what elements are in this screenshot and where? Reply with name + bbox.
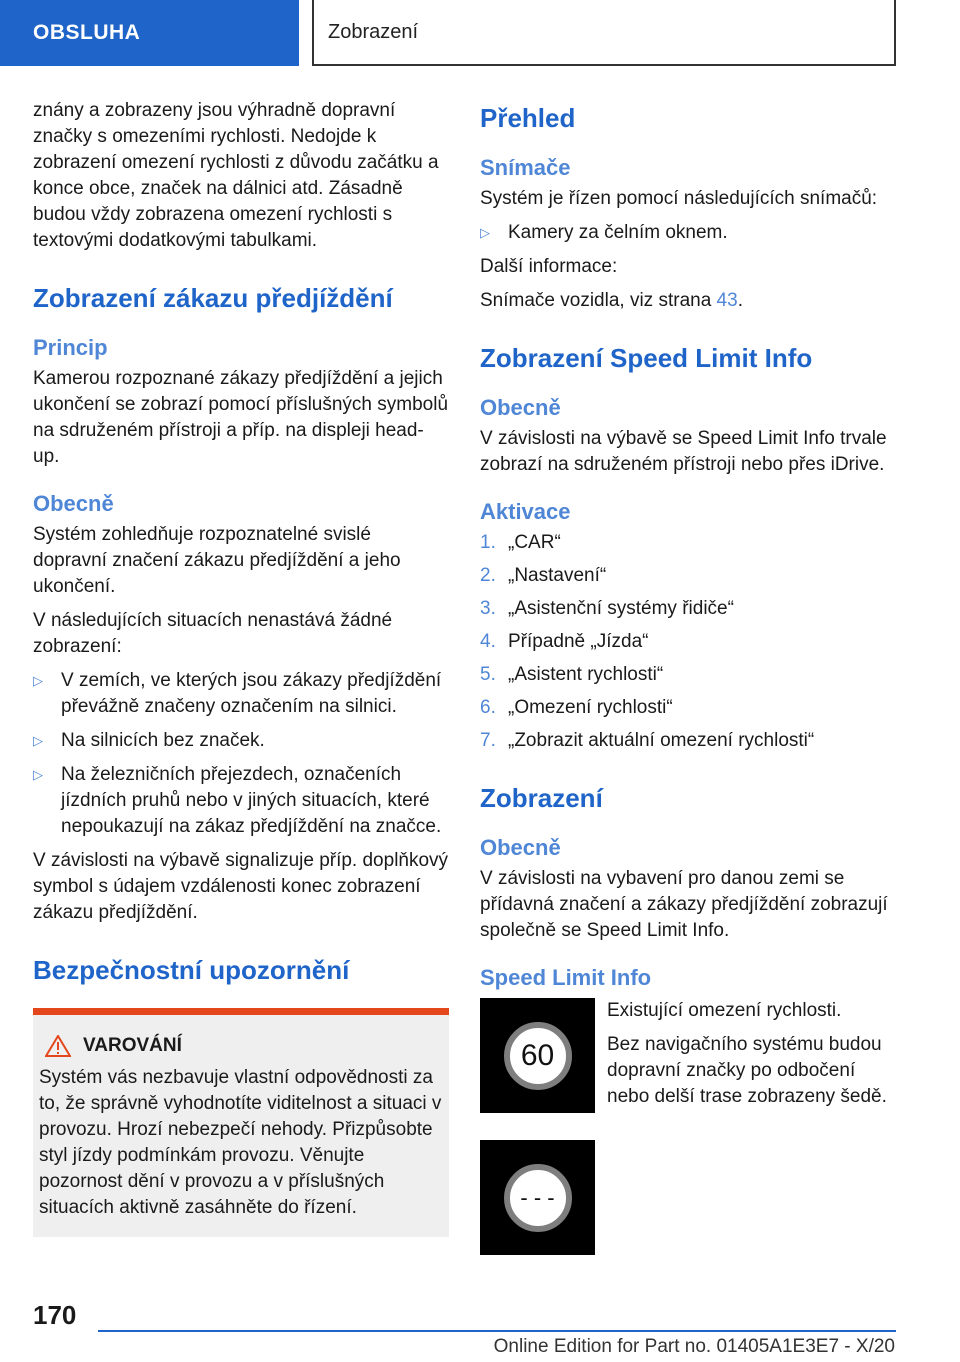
list-item — [480, 220, 896, 246]
speed-limit-value: 60 — [520, 1038, 555, 1072]
step-item — [480, 728, 896, 754]
sli-general-text: V závislosti na výbavě se Speed Limit Info trvale zobrazí na sdruženém přístroji nebo přes iDrive. — [480, 428, 887, 475]
reference-text: Snímače vozidla, viz strana — [480, 290, 717, 311]
footer-divider — [98, 1330, 896, 1332]
step-text: „Omezení rychlosti“ — [508, 697, 673, 718]
heading-speed-limit-info-sub: Speed Limit Info — [480, 965, 652, 990]
step-text: „Asistent rychlosti“ — [508, 664, 664, 685]
general-text-3: V závislosti na výbavě signalizuje příp. doplňkový symbol s údajem vzdálenosti konec zobrazení zákazu předjíždění. — [33, 850, 449, 923]
step-number: 4. — [480, 631, 496, 652]
step-text: „CAR“ — [508, 532, 561, 553]
warning-triangle-icon — [45, 1035, 71, 1057]
step-item — [480, 629, 896, 655]
right-column — [480, 98, 896, 1255]
sli-text-1: Existující omezení rychlosti. — [607, 1000, 842, 1021]
sensors-text: Systém je řízen pomocí následujících snímačů: — [480, 188, 878, 209]
bullet-triangle-icon: ▷ — [33, 733, 43, 748]
left-column — [33, 98, 449, 1237]
chapter-title: Zobrazení — [328, 20, 419, 43]
warning-title: VAROVÁNÍ — [83, 1035, 182, 1056]
heading-sensors: Snímače — [480, 155, 571, 180]
list-item — [33, 728, 449, 754]
bullet-text: Na silnicích bez značek. — [61, 730, 265, 751]
step-text: „Nastavení“ — [508, 565, 607, 586]
heading-speed-limit-info: Zobrazení Speed Limit Info — [480, 343, 813, 373]
section-label: OBSLUHA — [33, 21, 141, 44]
step-item — [480, 596, 896, 622]
step-number: 1. — [480, 532, 496, 553]
bullet-text: V zemích, ve kterých jsou zákazy předjíždění převážně značeny označením na silnici. — [61, 670, 442, 717]
reference-end: . — [737, 290, 743, 311]
page-link[interactable]: 43 — [716, 290, 738, 311]
step-number: 5. — [480, 664, 496, 685]
speed-limit-description — [607, 998, 896, 1118]
step-number: 3. — [480, 598, 496, 619]
general-text-2: V následujících situacích nenastává žádné zobrazení: — [33, 610, 393, 657]
step-text: „Zobrazit aktuální omezení rychlosti“ — [508, 730, 815, 751]
heading-overtaking-display: Zobrazení zákazu předjíždění — [33, 283, 393, 313]
sli-text-2: Bez navigačního systému budou dopravní značky po odbočení nebo delší trase zobrazeny šedě. — [607, 1034, 887, 1107]
bullet-triangle-icon: ▷ — [33, 673, 43, 688]
unknown-limit-image — [480, 1140, 595, 1255]
warning-text: Systém vás nezbavuje vlastní odpovědnosti za to, že správně vyhodnotíte viditelnost a situaci v provozu. Hrozí nebezpečí nehody. Přizpůsobte styl jízdy podmínkám provozu. Věnujte pozornost dění v provozu a v příslušných situacích aktivně zasáhněte do řízení. — [39, 1067, 442, 1218]
principle-text: Kamerou rozpoznané zákazy předjíždění a jejich ukončení se zobrazí pomocí příslušných symbolů na sdruženém přístroji a příp. na displeji head-up. — [33, 368, 449, 467]
bullet-text: Kamery za čelním oknem. — [508, 222, 728, 243]
section-tab — [0, 0, 299, 66]
heading-principle: Princip — [33, 335, 108, 360]
page-number: 170 — [33, 1300, 77, 1330]
page-header-title — [312, 0, 896, 66]
heading-general: Obecně — [33, 491, 114, 516]
bullet-text: Na železničních přejezdech, označeních jízdních pruhů nebo v jiných situacích, které nepoukazují na zákaz předjíždění na značce. — [61, 764, 442, 837]
step-text: „Asistenční systémy řidiče“ — [508, 598, 734, 619]
heading-activation: Aktivace — [480, 499, 571, 524]
step-item — [480, 695, 896, 721]
heading-general: Obecně — [480, 395, 561, 420]
bullet-triangle-icon: ▷ — [33, 767, 43, 782]
step-number: 2. — [480, 565, 496, 586]
heading-display: Zobrazení — [480, 783, 603, 813]
bullet-triangle-icon: ▷ — [480, 225, 490, 240]
speed-limit-image — [480, 998, 595, 1113]
step-number: 7. — [480, 730, 496, 751]
speed-limit-row — [480, 998, 896, 1118]
warning-header — [39, 1035, 443, 1057]
unknown-limit-value: - - - — [520, 1184, 555, 1210]
heading-general: Obecně — [480, 835, 561, 860]
more-info-label: Další informace: — [480, 256, 618, 277]
step-item — [480, 530, 896, 556]
heading-safety: Bezpečnostní upozornění — [33, 955, 350, 985]
step-item — [480, 662, 896, 688]
unknown-limit-row — [480, 1140, 896, 1255]
intro-paragraph: znány a zobrazeny jsou výhradně dopravní značky s omezeními rychlosti. Nedojde k zobrazení omezení rychlosti z důvodu začátku a konce obce, značek na dálnici atd. Zásadně budou vždy zobrazena omezení rychlosti s textovými dodatkovými tabulkami. — [33, 100, 439, 251]
step-number: 6. — [480, 697, 496, 718]
step-text: Případně „Jízda“ — [508, 631, 649, 652]
footer-edition: Online Edition for Part no. 01405A1E3E7 - X/20 — [493, 1336, 895, 1357]
sensors-reference — [480, 288, 896, 314]
speed-limit-sign-icon — [504, 1022, 572, 1090]
list-item — [33, 668, 449, 720]
heading-overview: Přehled — [480, 103, 576, 133]
display-general-text: V závislosti na vybavení pro danou zemi se přídavná značení a zákazy předjíždění zobrazují společně se Speed Limit Info. — [480, 868, 888, 941]
general-text-1: Systém zohledňuje rozpoznatelné svislé dopravní značení zákazu předjíždění a jeho ukončení. — [33, 524, 401, 597]
warning-box — [33, 1008, 449, 1237]
list-item — [33, 762, 449, 840]
step-item — [480, 563, 896, 589]
unknown-limit-sign-icon — [504, 1164, 572, 1232]
